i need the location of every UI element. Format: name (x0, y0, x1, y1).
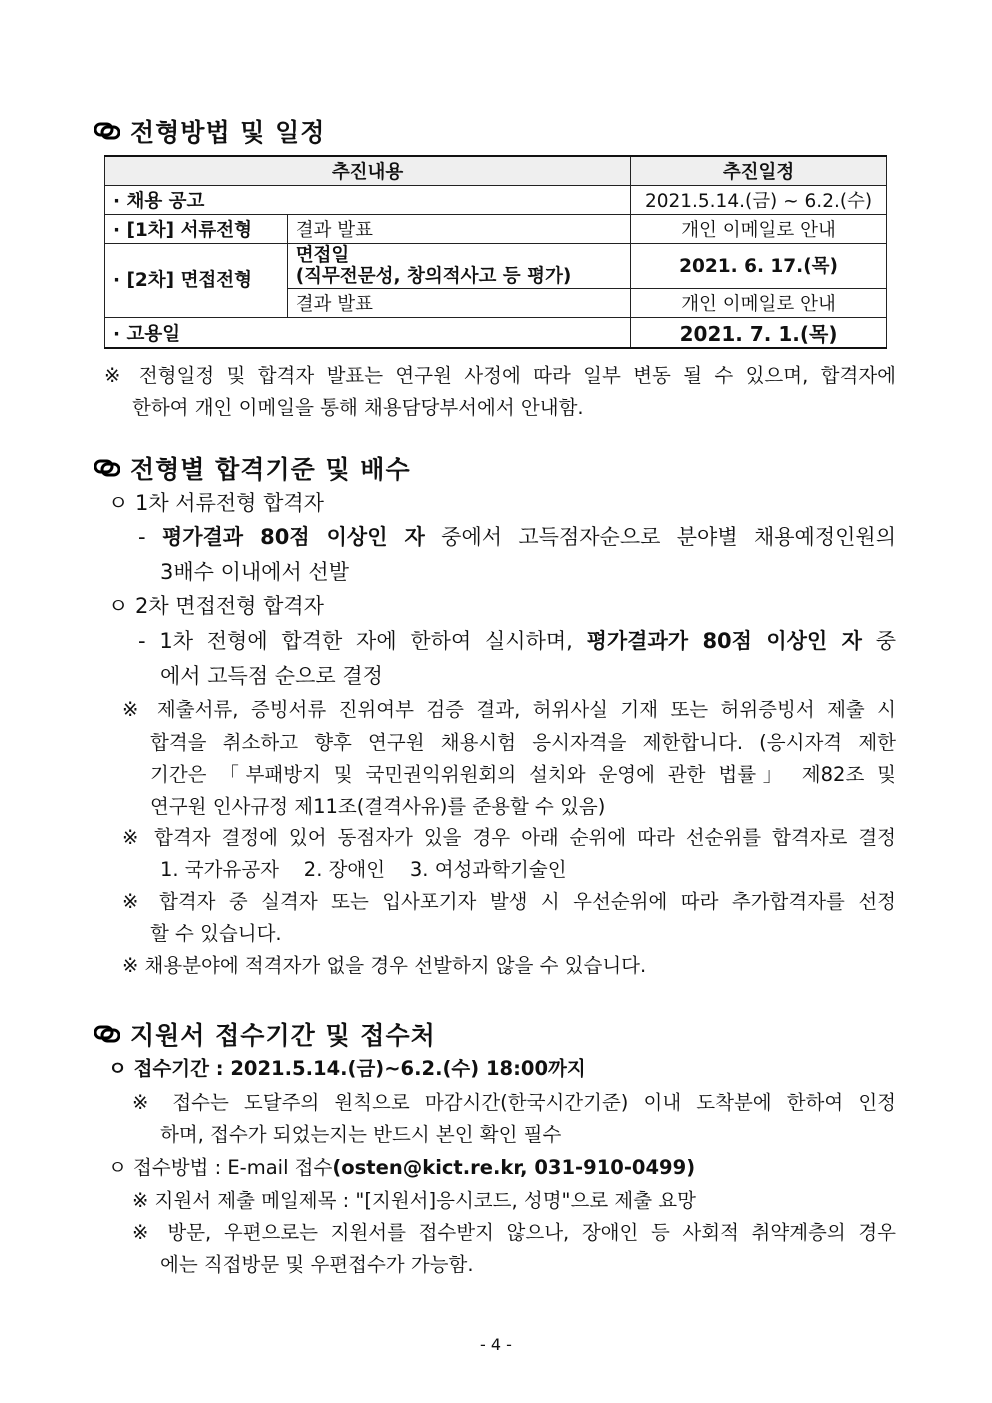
first-round-detail: - 평가결과 80점 이상인 자 중에서 고득점자순으로 분야별 채용예정인원의 (138, 525, 896, 549)
table-row (105, 215, 887, 244)
note-text: ※ 방문, 우편으로는 지원서를 접수받지 않으나, 장애인 등 사회적 취약계층의 경우 (132, 1221, 896, 1244)
row-label: · 채용 공고 (105, 186, 631, 215)
note-text: 연구원 인사규정 제11조(결격사유)를 준용할 수 있음) (150, 795, 606, 818)
note-text: ※ 지원서 제출 메일제목 : "[지원서]응시코드, 성명"으로 제출 요망 (132, 1189, 696, 1212)
note-text: 할 수 있습니다. (150, 922, 282, 945)
section-title-schedule: 전형방법 및 일정 (94, 113, 325, 149)
row-label: · 고용일 (105, 318, 631, 349)
table-header-row (105, 156, 887, 186)
second-round-detail: - 1차 전형에 합격한 자에 한하여 실시하며, 평가결과가 80점 이상인 자 중 (138, 629, 896, 653)
table-row (105, 186, 887, 215)
row-sub: 면접일 (직무전문성, 창의적사고 등 평가) (287, 244, 630, 289)
schedule-table (104, 155, 887, 349)
row-sub: 결과 발표 (287, 289, 630, 318)
note-text: 에는 직접방문 및 우편접수가 가능함. (160, 1253, 474, 1276)
row-sub: 결과 발표 (287, 215, 630, 244)
note-text: 하며, 접수가 되었는지는 반드시 본인 확인 필수 (160, 1123, 562, 1146)
application-period: ㅇ 접수기간 : 2021.5.14.(금)~6.2.(수) 18:00까지 (108, 1057, 586, 1080)
second-round-detail-cont: 에서 고득점 순으로 결정 (160, 664, 383, 688)
section-title-criteria: 전형별 합격기준 및 배수 (94, 450, 411, 486)
bullet-second-round: ㅇ 2차 면접전형 합격자 (108, 594, 324, 618)
table-row (105, 318, 887, 349)
row-date: 개인 이메일로 안내 (631, 289, 887, 318)
row-label: · [1차] 서류전형 (105, 215, 288, 244)
header-date: 추진일정 (631, 156, 887, 186)
note-text: ※ 합격자 결정에 있어 동점자가 있을 경우 아래 순위에 따라 선순위를 합격자로 결정 (122, 826, 896, 849)
section-title-application: 지원서 접수기간 및 접수처 (94, 1016, 436, 1052)
row-date: 2021. 6. 17.(목) (631, 244, 887, 289)
note-text: 기간은 「부패방지 및 국민권익위원회의 설치와 운영에 관한 법률」 제82조 및 (150, 763, 896, 786)
note-text: ※ 채용분야에 적격자가 없을 경우 선발하지 않을 수 있습니다. (122, 954, 647, 977)
page-number: - 4 - (480, 1335, 512, 1354)
first-round-detail-cont: 3배수 이내에서 선발 (160, 560, 349, 584)
link-icon (94, 1025, 120, 1043)
bullet-first-round: ㅇ 1차 서류전형 합격자 (108, 491, 324, 515)
header-content: 추진내용 (105, 156, 631, 186)
row-date: 개인 이메일로 안내 (631, 215, 887, 244)
row-date: 2021. 7. 1.(목) (631, 318, 887, 349)
application-method: ㅇ 접수방법 : E-mail 접수(osten@kict.re.kr, 031-910-0499) (108, 1156, 696, 1179)
note-text: ※ 합격자 중 실격자 또는 입사포기자 발생 시 우선순위에 따라 추가합격자를 선정 (122, 890, 896, 913)
link-icon (94, 122, 120, 140)
note-text: 한하여 개인 이메일을 통해 채용담당부서에서 안내함. (132, 396, 584, 419)
note-text: 합격을 취소하고 향후 연구원 채용시험 응시자격을 제한합니다. (응시자격 제한 (150, 731, 896, 754)
row-label: · [2차] 면접전형 (105, 244, 288, 318)
note-text: ※ 전형일정 및 합격자 발표는 연구원 사정에 따라 일부 변동 될 수 있으며, 합격자에 (104, 364, 896, 387)
note-text: ※ 접수는 도달주의 원칙으로 마감시간(한국시간기준) 이내 도착분에 한하여 인정 (132, 1091, 896, 1114)
priority-list: 1. 국가유공자 2. 장애인 3. 여성과학기술인 (160, 858, 567, 881)
row-date: 2021.5.14.(금) ~ 6.2.(수) (631, 186, 887, 215)
link-icon (94, 459, 120, 477)
table-row (105, 244, 887, 289)
note-text: ※ 제출서류, 증빙서류 진위여부 검증 결과, 허위사실 기재 또는 허위증빙서 제출 시 (122, 698, 896, 721)
